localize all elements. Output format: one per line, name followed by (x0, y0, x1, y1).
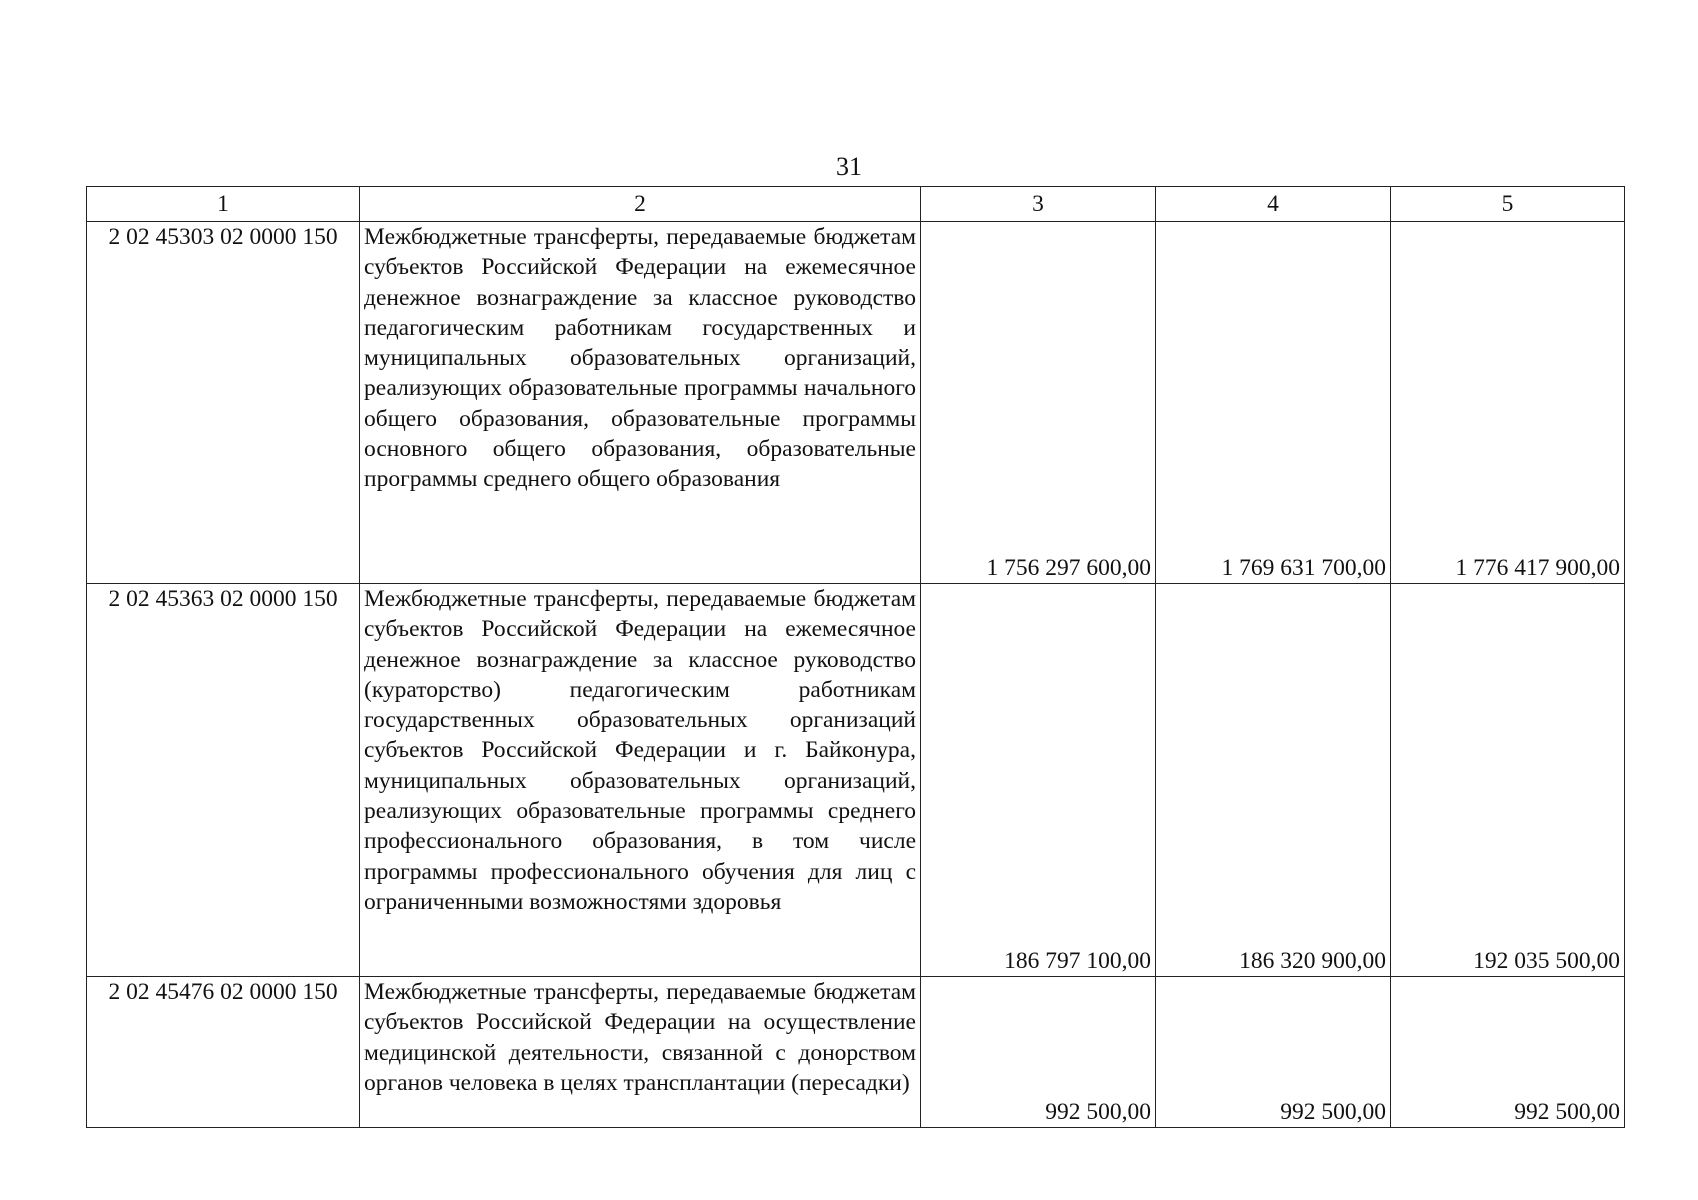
amount-cell-col3: 992 500,00 (921, 977, 1156, 1128)
column-header-1: 1 (87, 187, 360, 222)
amount-cell-col5: 992 500,00 (1391, 977, 1625, 1128)
table-row (87, 977, 1625, 1128)
table-header-row (87, 187, 1625, 222)
amount-cell-col3: 186 797 100,00 (921, 584, 1156, 977)
amount-cell-col4: 1 769 631 700,00 (1156, 222, 1391, 584)
budget-code-cell: 2 02 45363 02 0000 150 (87, 584, 360, 977)
amount-cell-col4: 186 320 900,00 (1156, 584, 1391, 977)
column-header-2: 2 (360, 187, 921, 222)
budget-code-cell: 2 02 45303 02 0000 150 (87, 222, 360, 584)
budget-table (86, 186, 1625, 1128)
amount-cell-col3: 1 756 297 600,00 (921, 222, 1156, 584)
page-number: 31 (836, 152, 862, 181)
amount-cell-col5: 192 035 500,00 (1391, 584, 1625, 977)
description-cell: Межбюджетные трансферты, передаваемые бюджетам субъектов Российской Федерации на осуществление медицинской деятельности, связанной с донорством органов человека в целях трансплантации (пересадки) (360, 977, 921, 1128)
amount-cell-col4: 992 500,00 (1156, 977, 1391, 1128)
amount-cell-col5: 1 776 417 900,00 (1391, 222, 1625, 584)
description-cell: Межбюджетные трансферты, передаваемые бюджетам субъектов Российской Федерации на ежемесячное денежное вознаграждение за классное руководство (кураторство) педагогическим работникам государственных образовательных организаций субъектов Российской Федерации и г. Байконура, муниципальных образовательных организаций, реализующих образовательные программы среднего профессионального образования, в том числе программы профессионального обучения для лиц с ограниченными возможностями здоровья (360, 584, 921, 977)
column-header-3: 3 (921, 187, 1156, 222)
column-header-5: 5 (1391, 187, 1625, 222)
table-row (87, 222, 1625, 584)
budget-code-cell: 2 02 45476 02 0000 150 (87, 977, 360, 1128)
description-cell: Межбюджетные трансферты, передаваемые бюджетам субъектов Российской Федерации на ежемесячное денежное вознаграждение за классное руководство педагогическим работникам государственных и муниципальных образовательных организаций, реализующих образовательные программы начального общего образования, образовательные программы основного общего образования, образовательные программы среднего общего образования (360, 222, 921, 584)
column-header-4: 4 (1156, 187, 1391, 222)
table-row (87, 584, 1625, 977)
